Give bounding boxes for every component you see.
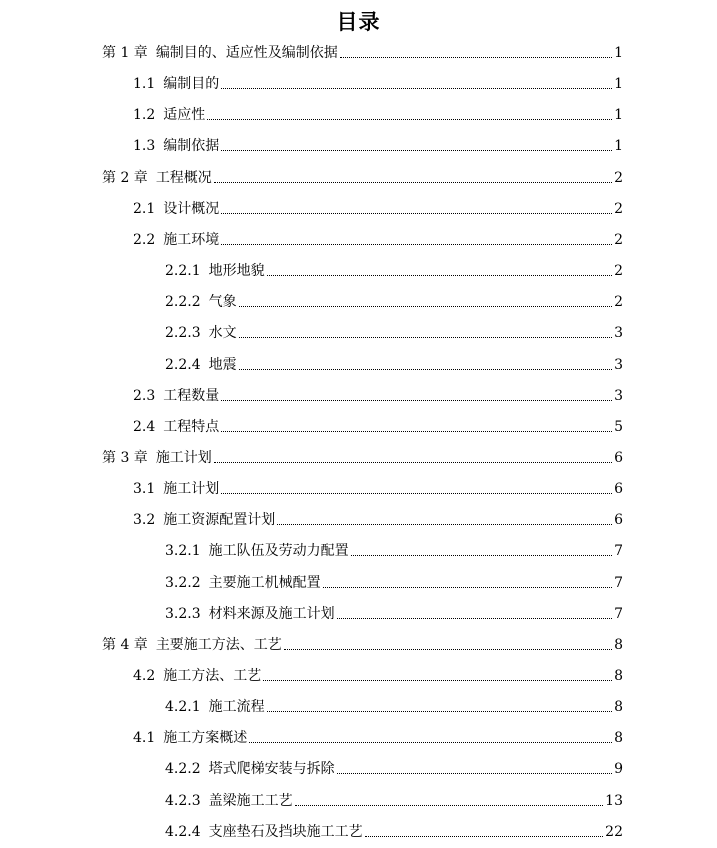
- toc-entry-label: 施工方法、工艺: [163, 668, 262, 684]
- dot-leader: [295, 805, 604, 806]
- toc-entry[interactable]: [165, 289, 623, 311]
- toc-entry-page-number: 2: [614, 263, 623, 280]
- toc-entry-page-number: 2: [614, 294, 623, 311]
- toc-entry[interactable]: [165, 694, 623, 716]
- toc-entry[interactable]: [133, 196, 623, 218]
- toc-entry-page-number: 8: [614, 668, 623, 684]
- toc-entry-label: 施工队伍及劳动力配置: [208, 543, 349, 560]
- toc-entry-label: 水文: [208, 325, 237, 342]
- toc-entry-number: 第 1 章: [102, 45, 148, 61]
- toc-entry-page-number: 7: [614, 543, 623, 560]
- toc-entry-page-number: 1: [614, 45, 623, 61]
- toc-entry[interactable]: [133, 663, 623, 685]
- dot-leader: [221, 400, 612, 401]
- dot-leader: [239, 337, 612, 338]
- toc-entry-label: 编制目的、适应性及编制依据: [155, 45, 338, 61]
- toc-entry-page-number: 8: [614, 730, 623, 747]
- toc-entry-label: 编制目的: [163, 76, 220, 93]
- dot-leader: [221, 150, 612, 151]
- toc-entry[interactable]: [102, 632, 623, 654]
- dot-leader: [365, 836, 604, 837]
- toc-entry[interactable]: [165, 352, 623, 374]
- toc-entry-page-number: 7: [614, 605, 623, 622]
- toc-entry-number: 2.4: [133, 418, 156, 435]
- dot-leader: [337, 773, 612, 774]
- toc-entry-number: 3.2: [133, 512, 156, 529]
- dot-leader: [221, 88, 612, 89]
- toc-entry[interactable]: [133, 476, 623, 498]
- toc-entry[interactable]: [165, 258, 623, 280]
- toc-entry-label: 工程概况: [155, 169, 212, 186]
- page-title: 目录: [336, 10, 381, 34]
- toc-entry-number: 4.2.4: [165, 823, 201, 840]
- dot-leader: [284, 649, 612, 650]
- toc-entry-label: 施工环境: [163, 231, 220, 248]
- dot-leader: [239, 369, 612, 370]
- toc-entry-page-number: 5: [614, 418, 623, 435]
- toc-entry-number: 2.2.3: [165, 325, 201, 342]
- toc-entry-number: 1.1: [133, 76, 156, 93]
- toc-entry-label: 工程数量: [163, 387, 220, 404]
- toc-entry[interactable]: [133, 383, 623, 405]
- toc-entry[interactable]: [165, 570, 623, 592]
- toc-entry-page-number: 1: [614, 138, 623, 155]
- dot-leader: [277, 524, 612, 525]
- toc-entry-label: 施工方案概述: [163, 730, 248, 747]
- toc-entry-label: 气象: [208, 294, 237, 311]
- toc-entry-page-number: 3: [614, 387, 623, 404]
- toc-entry-label: 施工计划: [163, 481, 220, 498]
- toc-entry-number: 3.2.2: [165, 574, 201, 591]
- toc-entry[interactable]: [165, 788, 623, 810]
- toc-entry-number: 2.2.2: [165, 294, 201, 311]
- toc-entry-label: 施工资源配置计划: [163, 512, 276, 529]
- toc-entry-number: 2.1: [133, 200, 156, 217]
- toc-entry-page-number: 7: [614, 574, 623, 591]
- toc-entry-label: 施工流程: [208, 699, 265, 716]
- toc-entry[interactable]: [165, 819, 623, 841]
- toc-entry[interactable]: [165, 320, 623, 342]
- toc-entry-number: 1.3: [133, 138, 156, 155]
- toc-entry[interactable]: [165, 601, 623, 623]
- toc-entry-page-number: 9: [614, 761, 623, 778]
- toc-entry-page-number: 22: [605, 823, 623, 840]
- dot-leader: [267, 711, 612, 712]
- dot-leader: [207, 119, 612, 120]
- toc-entry[interactable]: [133, 102, 623, 124]
- toc-entry[interactable]: [102, 165, 623, 187]
- toc-entry-page-number: 1: [614, 76, 623, 93]
- dot-leader: [267, 275, 612, 276]
- toc-entry[interactable]: [133, 725, 623, 747]
- toc-entry-label: 主要施工方法、工艺: [155, 636, 282, 653]
- dot-leader: [221, 213, 612, 214]
- toc-entry-number: 2.2.1: [165, 263, 201, 280]
- toc-entry-label: 塔式爬梯安装与拆除: [208, 761, 335, 778]
- dot-leader: [221, 244, 612, 245]
- toc-entry-number: 4.2.1: [165, 699, 201, 716]
- toc-entry-number: 4.2.3: [165, 792, 201, 809]
- dot-leader: [263, 680, 612, 681]
- dot-leader: [323, 587, 612, 588]
- toc-entry-page-number: 6: [614, 449, 623, 466]
- toc-entry-page-number: 3: [614, 356, 623, 373]
- dot-leader: [239, 306, 612, 307]
- toc-entry-number: 3.1: [133, 481, 156, 498]
- dot-leader: [221, 493, 612, 494]
- toc-entry[interactable]: [165, 756, 623, 778]
- dot-leader: [340, 57, 612, 58]
- toc-entry-page-number: 2: [614, 169, 623, 186]
- toc-entry-label: 主要施工机械配置: [208, 574, 321, 591]
- toc-entry-number: 2.2.4: [165, 356, 201, 373]
- toc-entry[interactable]: [133, 71, 623, 93]
- toc-entry[interactable]: [102, 445, 623, 467]
- toc-entry-label: 适应性: [163, 107, 206, 124]
- toc-entry-label: 编制依据: [163, 138, 220, 155]
- toc-entry-page-number: 1: [614, 107, 623, 124]
- dot-leader: [249, 742, 612, 743]
- toc-entry-number: 第 2 章: [102, 169, 148, 186]
- toc-entry-number: 3.2.3: [165, 605, 201, 622]
- toc-entry[interactable]: [165, 538, 623, 560]
- toc-entry-label: 设计概况: [163, 200, 220, 217]
- toc-entry-label: 盖梁施工工艺: [208, 792, 293, 809]
- toc-entry-number: 4.1: [133, 730, 156, 747]
- toc-entry-number: 1.2: [133, 107, 156, 124]
- toc-entry-label: 支座垫石及挡块施工工艺: [208, 823, 363, 840]
- toc-entry-label: 地形地貌: [208, 263, 265, 280]
- toc-entry-number: 3.2.1: [165, 543, 201, 560]
- toc-entry-label: 工程特点: [163, 418, 220, 435]
- toc-entry-page-number: 6: [614, 512, 623, 529]
- toc-entry-label: 材料来源及施工计划: [208, 605, 335, 622]
- toc-entry-page-number: 2: [614, 231, 623, 248]
- dot-leader: [221, 431, 612, 432]
- toc-entry-number: 第 3 章: [102, 449, 148, 466]
- toc-entry-page-number: 13: [605, 792, 623, 809]
- toc-entry[interactable]: [133, 507, 623, 529]
- toc-entry-number: 2.3: [133, 387, 156, 404]
- toc-entry-label: 施工计划: [155, 449, 212, 466]
- toc-entry-page-number: 8: [614, 699, 623, 716]
- dot-leader: [351, 555, 612, 556]
- dot-leader: [337, 618, 612, 619]
- toc-entry-number: 第 4 章: [102, 636, 148, 653]
- dot-leader: [214, 462, 612, 463]
- toc-entry-page-number: 8: [614, 636, 623, 653]
- toc-entry-page-number: 3: [614, 325, 623, 342]
- toc-entry-label: 地震: [208, 356, 237, 373]
- toc-entry[interactable]: [133, 227, 623, 249]
- toc-entry[interactable]: [133, 414, 623, 436]
- toc-entry-number: 2.2: [133, 231, 156, 248]
- toc-entry[interactable]: [102, 40, 623, 62]
- toc-entry-number: 4.2.2: [165, 761, 201, 778]
- toc-entry-page-number: 2: [614, 200, 623, 217]
- toc-entry[interactable]: [133, 133, 623, 155]
- toc-entry-page-number: 6: [614, 481, 623, 498]
- toc-entry-number: 4.2: [133, 668, 156, 684]
- dot-leader: [214, 182, 612, 183]
